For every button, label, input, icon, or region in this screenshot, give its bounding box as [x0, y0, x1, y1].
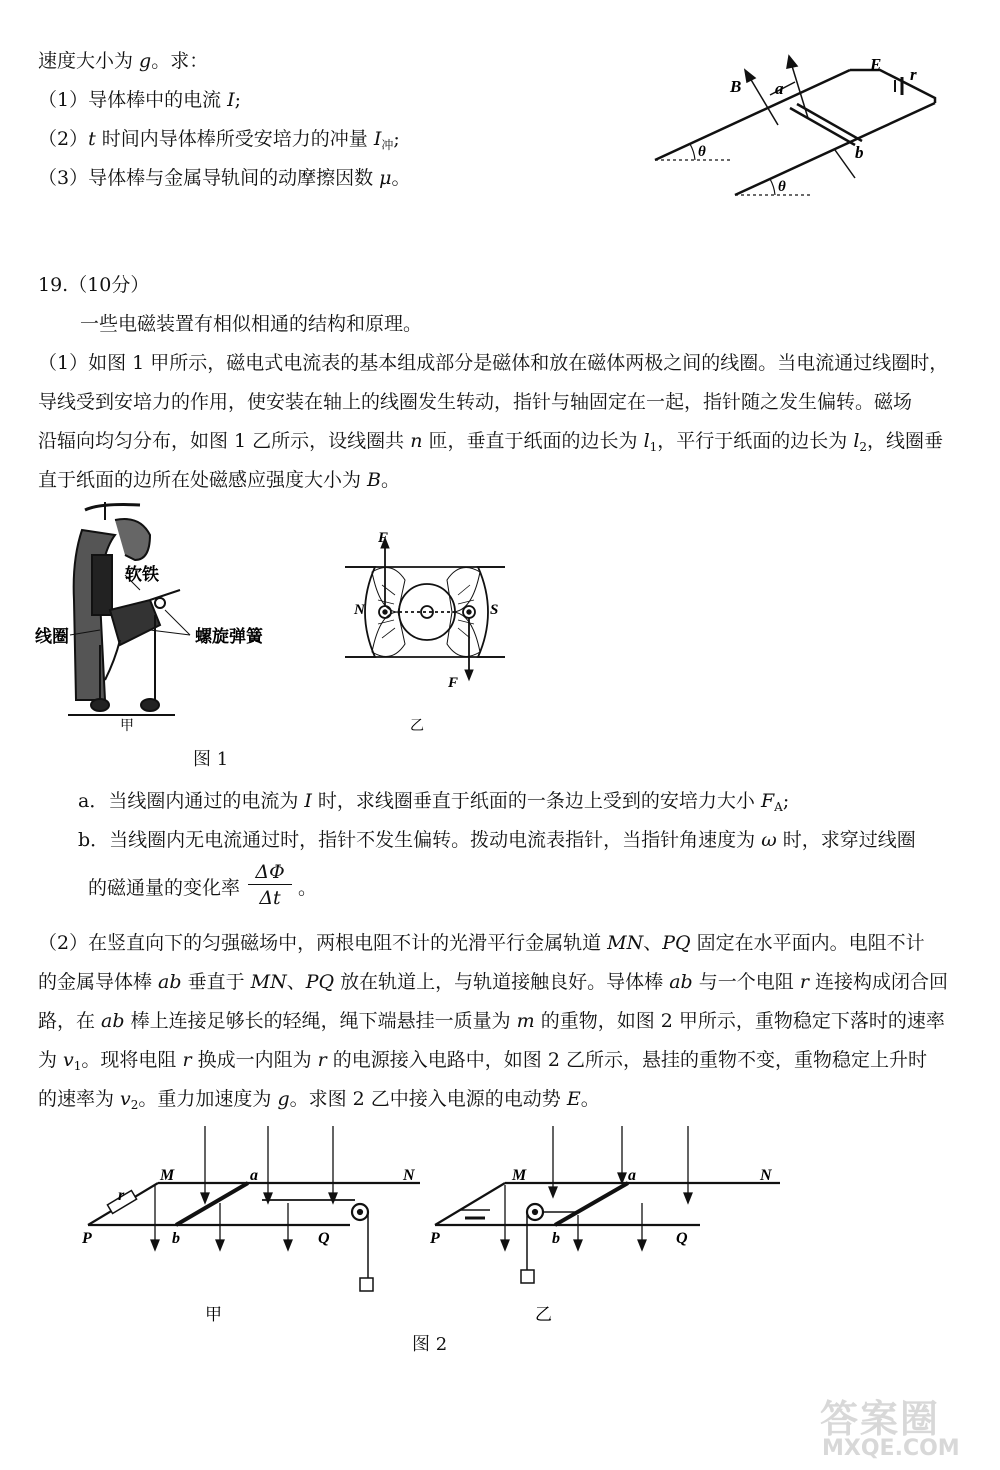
q18-label-E: E [870, 55, 882, 74]
q19-p1-line1: （1）如图 1 甲所示，磁电式电流表的基本组成部分是磁体和放在磁体两极之间的线圈。当电流通过线圈时， [38, 352, 949, 374]
figure1-label-yi: 乙 [410, 719, 424, 734]
q19-p2-line5: 的速率为 $v_2$。重力加速度为 g。求图 2 乙中接入电源的电动势 E。 [38, 1088, 600, 1112]
figure2-yi-label: 乙 [535, 1305, 552, 1324]
q19-qa: a．当线圈内通过的电流为 I 时，求线圈垂直于纸面的一条边上受到的安培力大小 $F_A$; [78, 790, 790, 814]
figure2-yi-label-N: N [760, 1167, 772, 1184]
figure2-jia-label-r: r [118, 1187, 125, 1204]
figure2-jia-label-N: N [403, 1167, 415, 1184]
q19-p2-line1: （2）在竖直向下的匀强磁场中，两根电阻不计的光滑平行金属轨道 MN、PQ 固定在水平面内。电阻不计 [38, 932, 925, 954]
figure2-jia-label-P: P [82, 1230, 92, 1247]
figure2-jia-label-a: a [250, 1167, 258, 1184]
q19-qb-line2: 的磁通量的变化率 [88, 877, 241, 899]
figure2-yi-field-lines [501, 1126, 692, 1250]
q18-label-theta1: θ [698, 144, 706, 160]
figure2-jia-drawing [88, 1183, 420, 1291]
q18-label-B: B [730, 77, 742, 96]
q18-label-r: r [910, 65, 917, 84]
fraction-denominator: Δt [259, 887, 281, 909]
q19-p2-line2: 的金属导体棒 ab 垂直于 MN、PQ 放在轨道上，与轨道接触良好。导体棒 ab 与一个电阻 r 连接构成闭合回 [38, 971, 948, 993]
figure2-yi-drawing [435, 1183, 780, 1283]
figure2-yi-label-Q: Q [676, 1230, 688, 1247]
figure2-jia-label-b: b [172, 1230, 180, 1247]
watermark-logo: 答案圈 [820, 1397, 941, 1441]
q19-p1-line3: 沿辐向均匀分布，如图 1 乙所示，设线圈共 n 匝，垂直于纸面的边长为 $l_1$，平行于纸面的边长为 $l_2$，线圈垂 [38, 430, 944, 454]
q19-p2-line4: 为 $v_1$。现将电阻 r 换成一内阻为 r 的电源接入电路中，如图 2 乙所示，悬挂的重物不变，重物稳定上升时 [38, 1049, 927, 1073]
figure2-jia-label-M: M [160, 1167, 175, 1184]
q18-part3: （3）导体棒与金属导轨间的动摩擦因数 μ。 [38, 167, 411, 189]
q19-qb-line1: b．当线圈内无电流通过时，指针不发生偏转。拨动电流表指针，当指针角速度为 ω 时，求穿过线圈 [78, 829, 916, 851]
q19-intro: 一些电磁装置有相似相通的结构和原理。 [80, 313, 423, 335]
q18-intro-line: 速度大小为 g。求： [38, 50, 209, 72]
figure1-label-xianquan: 线圈 [35, 627, 69, 646]
q19-qb-line2-end: 。 [298, 877, 318, 899]
figure1-label-S: S [490, 602, 499, 618]
figure1-label-F-top: F [378, 530, 389, 546]
q19-p1-line2: 导线受到安培力的作用，使安装在轴上的线圈发生转动，指针与轴固定在一起，指针随之发生偏转。磁场 [38, 391, 913, 413]
fraction-numerator: ΔΦ [248, 860, 292, 885]
figure1-label-jia: 甲 [120, 719, 134, 734]
figure2-jia-label-Q: Q [318, 1230, 330, 1247]
figure2-yi-label-P: P [430, 1230, 440, 1247]
figure2-yi-label-b: b [552, 1230, 560, 1247]
q19-header: 19.（10分） [38, 274, 150, 296]
watermark-url: MXQE.COM [822, 1436, 960, 1461]
figure1-label-N: N [354, 602, 365, 618]
figure2-jia-label: 甲 [205, 1305, 222, 1324]
figure2-yi-label-a: a [628, 1167, 636, 1184]
q18-label-a: a [775, 79, 784, 98]
figure1-label-luoxuan: 螺旋弹簧 [195, 627, 263, 646]
figure1-label-ruantie: 软铁 [125, 565, 159, 584]
q18-part2: （2）t 时间内导体棒所受安培力的冲量 $I_冲$; [38, 128, 400, 152]
figure1-caption: 图 1 [193, 749, 229, 770]
figure2-yi-label-M: M [512, 1167, 527, 1184]
figure2-caption: 图 2 [412, 1334, 448, 1355]
q18-part1: （1）导体棒中的电流 I; [38, 89, 242, 111]
q19-p2-line3: 路，在 ab 棒上连接足够长的轻绳，绳下端悬挂一质量为 m 的重物，如图 2 甲所示，重物稳定下落时的速率 [38, 1010, 945, 1032]
q18-label-b: b [855, 143, 864, 162]
figure1-label-F-bottom: F [448, 675, 459, 691]
q19-p1-line4: 直于纸面的边所在处磁感应强度大小为 B。 [38, 469, 401, 491]
q18-label-theta2: θ [778, 179, 786, 195]
